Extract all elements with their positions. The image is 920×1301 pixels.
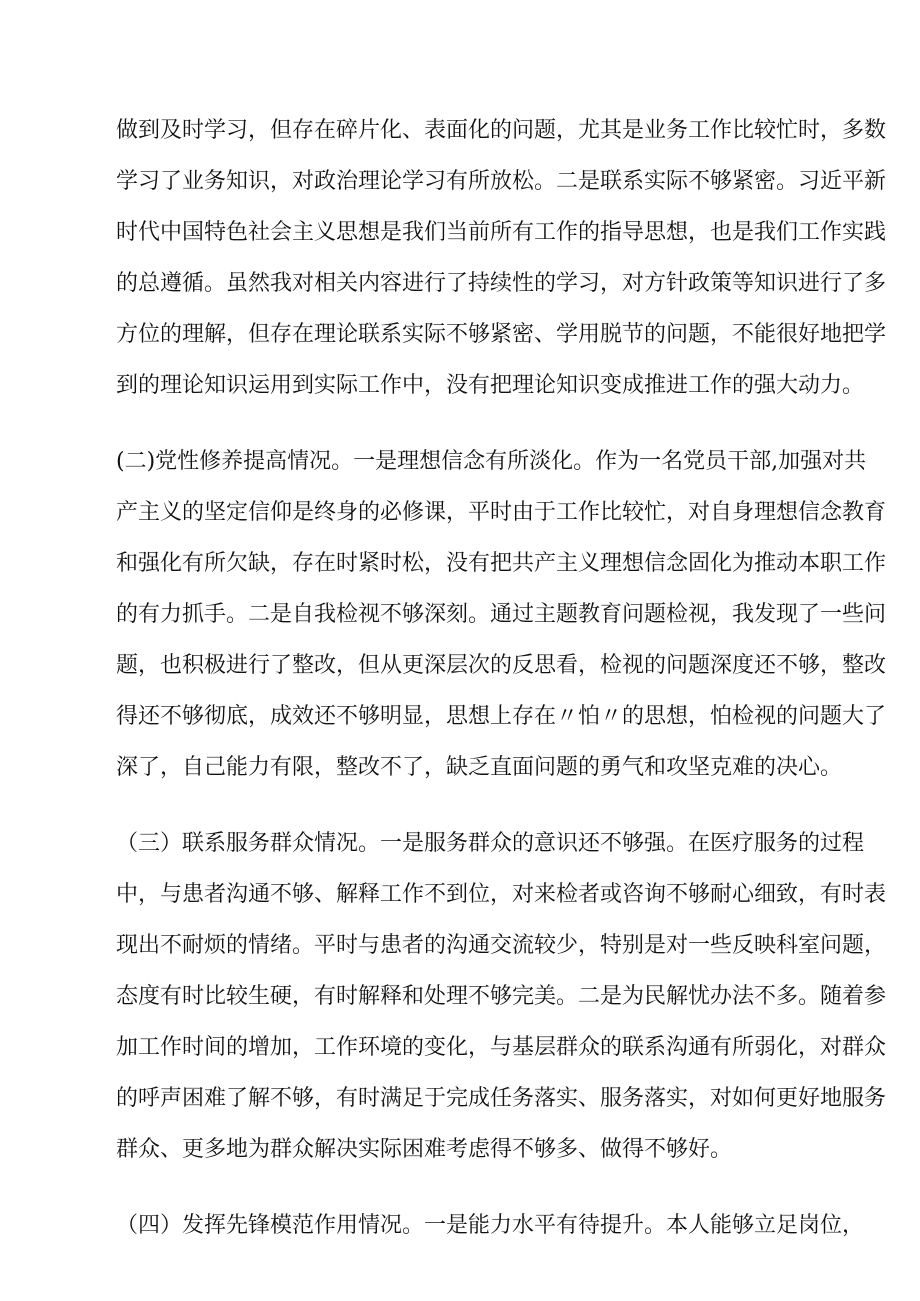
text-line: 题，也积极进行了整改，但从更深层次的反思看，检视的问题深度还不够，整改 [116, 653, 887, 678]
text-line: 产主义的坚定信仰是终身的必修课，平时由于工作比较忙，对自身理想信念教育 [116, 500, 887, 525]
text-line: 的呼声困难了解不够，有时满足于完成任务落实、服务落实，对如何更好地服务 [116, 1086, 887, 1111]
text-line: 加工作时间的增加，工作环境的变化，与基层群众的联系沟通有所弱化，对群众 [116, 1035, 887, 1060]
text-line: 态度有时比较生硬，有时解释和处理不够完美。二是为民解忧办法不多。随着参 [116, 984, 887, 1009]
paragraph-party-cultivation [116, 436, 887, 793]
paragraph-vanguard-role [116, 1200, 865, 1251]
text-line: 和强化有所欠缺，存在时紧时松，没有把共产主义理想信念固化为推动本职工作 [116, 551, 887, 576]
text-line: 的总遵循。虽然我对相关内容进行了持续性的学习，对方针政策等知识进行了多 [116, 271, 887, 296]
text-line: 的有力抓手。二是自我检视不够深刻。通过主题教育问题检视，我发现了一些问 [116, 602, 887, 627]
text-line: (二)党性修养提高情况。一是理想信念有所淡化。作为一名党员干部,加强对共 [116, 449, 867, 474]
text-line: 做到及时学习，但存在碎片化、表面化的问题，尤其是业务工作比较忙时，多数 [116, 118, 887, 143]
text-line: 时代中国特色社会主义思想是我们当前所有工作的指导思想，也是我们工作实践 [116, 220, 887, 245]
text-line: 到的理论知识运用到实际工作中，没有把理论知识变成推进工作的强大动力。 [116, 373, 865, 398]
text-line: 深了，自己能力有限，整改不了，缺乏直面问题的勇气和攻坚克难的决心。 [116, 755, 843, 780]
text-line: （三）联系服务群众情况。一是服务群众的意识还不够强。在医疗服务的过程 [116, 831, 865, 856]
text-line: 得还不够彻底，成效还不够明显，思想上存在〃怕〃的思想，怕检视的问题大了 [116, 704, 887, 729]
text-line: 现出不耐烦的情绪。平时与患者的沟通交流较少，特别是对一些反映科室问题， [116, 933, 887, 958]
paragraph-serving-masses [116, 818, 887, 1175]
document-body [116, 105, 887, 1251]
text-line: 群众、更多地为群众解决实际困难考虑得不够多、做得不够好。 [116, 1137, 733, 1162]
text-line: 学习了业务知识，对政治理论学习有所放松。二是联系实际不够紧密。习近平新 [116, 169, 887, 194]
text-line: 方位的理解，但存在理论联系实际不够紧密、学用脱节的问题，不能很好地把学 [116, 322, 887, 347]
text-line: 中，与患者沟通不够、解释工作不到位，对来检者或咨询不够耐心细致，有时表 [116, 882, 887, 907]
paragraph-study-continuation [116, 105, 887, 411]
text-line: （四）发挥先锋模范作用情况。一是能力水平有待提升。本人能够立足岗位， [116, 1213, 865, 1238]
